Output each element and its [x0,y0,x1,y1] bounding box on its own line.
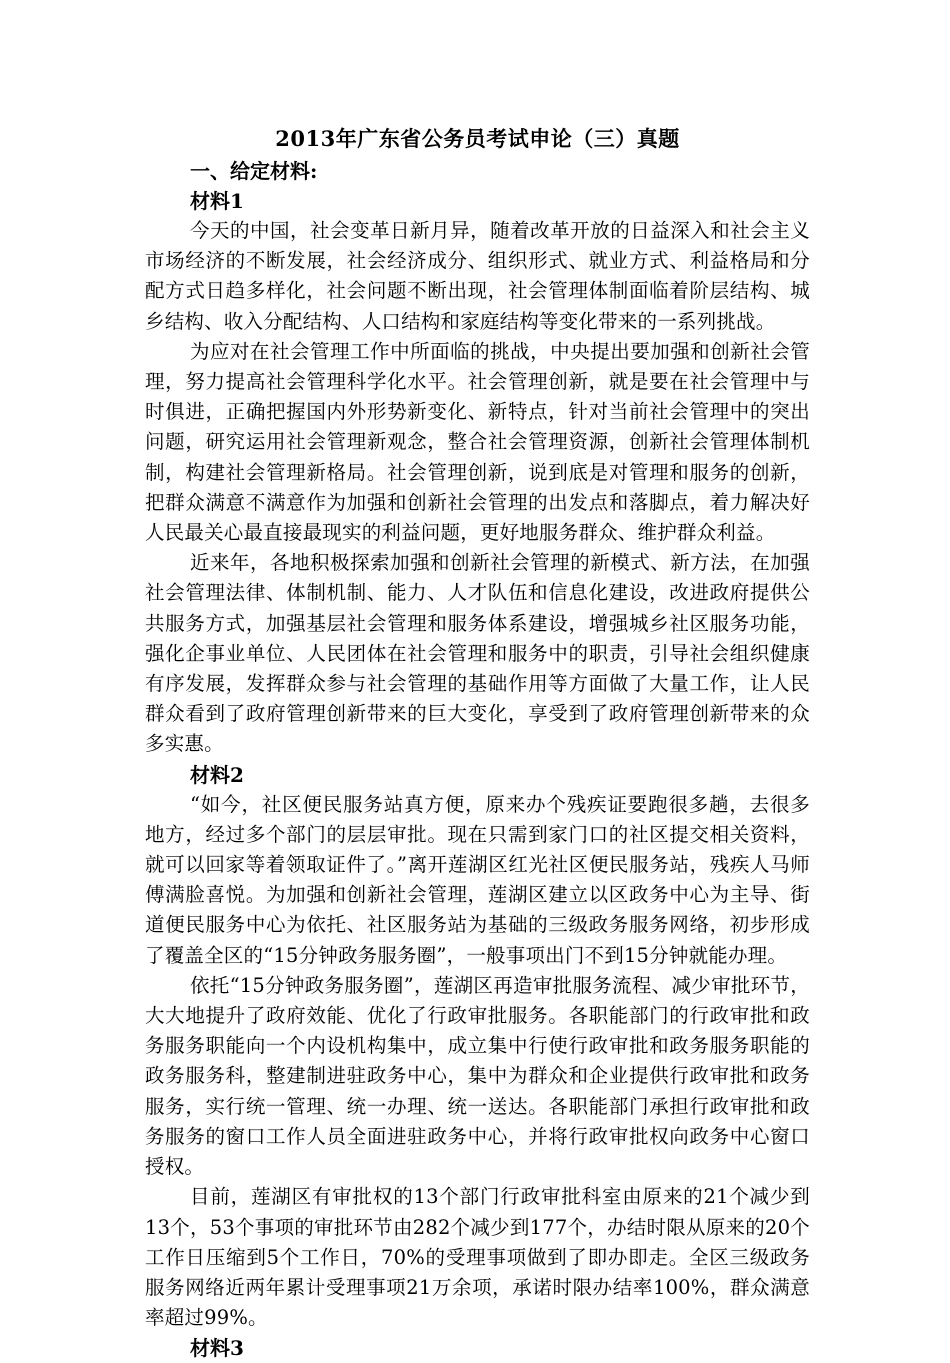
document-title: 2013年广东省公务员考试申论（三）真题 [275,126,680,151]
material-2-paragraph-2: 依托“15分钟政务服务圈”，莲湖区再造审批服务流程、减少审批环节，大大地提升了政府效能、优化了行政审批服务。各职能部门的行政审批和政务服务职能向一个内设机构集中，成立集中行使行政审批和政务服务职能的政务服务科，整建制进驻政务中心，集中为群众和企业提供行政审批和政务服务，实行统一管理、统一办理、统一送达。各职能部门承担行政审批和政务服务的窗口工作人员全面进驻政务中心，并将行政审批权向政务中心窗口授权。 [145,973,810,1179]
material-2-paragraph-3: 目前，莲湖区有审批权的13个部门行政审批科室由原来的21个减少到13个，53个事项的审批环节由282个减少到177个，办结时限从原来的20个工作日压缩到5个工作日，70%的受理事项做到了即办即走。全区三级政务服务网络近两年累计受理事项21万余项，承诺时限办结率100%，群众满意率超过99%。 [145,1185,810,1330]
document-page [145,122,810,1363]
material-1-paragraph-3: 近来年，各地积极探索加强和创新社会管理的新模式、新方法，在加强社会管理法律、体制机制、能力、人才队伍和信息化建设，改进政府提供公共服务方式，加强基层社会管理和服务体系建设，增强城乡社区服务功能，强化企事业单位、人民团体在社会管理和服务中的职责，引导社会组织健康有序发展，发挥群众参与社会管理的基础作用等方面做了大量工作，让人民群众看到了政府管理创新带来的巨大变化，享受到了政府管理创新带来的众多实惠。 [145,551,810,756]
material-3-heading: 材料3 [190,1336,244,1361]
section-heading: 一、给定材料: [190,159,318,183]
material-2-heading: 材料2 [190,762,244,787]
material-1-heading: 材料1 [190,189,244,213]
material-1-paragraph-1: 今天的中国，社会变革日新月异，随着改革开放的日益深入和社会主义市场经济的不断发展，社会经济成分、组织形式、就业方式、利益格局和分配方式日趋多样化，社会问题不断出现，社会管理体制面临着阶层结构、城乡结构、收入分配结构、人口结构和家庭结构等变化带来的一系列挑战。 [145,219,810,333]
material-2-paragraph-1: “如今，社区便民服务站真方便，原来办个残疾证要跑很多趟，去很多地方，经过多个部门的层层审批。现在只需到家门口的社区提交相关资料，就可以回家等着领取证件了。”离开莲湖区红光社区便民服务站，残疾人马师傅满脸喜悦。为加强和创新社会管理，莲湖区建立以区政务中心为主导、街道便民服务中心为依托、社区服务站为基础的三级政务服务网络，初步形成了覆盖全区的“15分钟政务服务圈”，一般事项出门不到15分钟就能办理。 [145,792,810,967]
material-1-paragraph-2: 为应对在社会管理工作中所面临的挑战，中央提出要加强和创新社会管理，努力提高社会管理科学化水平。社会管理创新，就是要在社会管理中与时俱进，正确把握国内外形势新变化、新特点，针对当前社会管理中的突出问题，研究运用社会管理新观念，整合社会管理资源，创新社会管理体制机制，构建社会管理新格局。社会管理创新，说到底是对管理和服务的创新，把群众满意不满意作为加强和创新社会管理的出发点和落脚点，着力解决好人民最关心最直接最现实的利益问题，更好地服务群众、维护群众利益。 [145,339,810,545]
